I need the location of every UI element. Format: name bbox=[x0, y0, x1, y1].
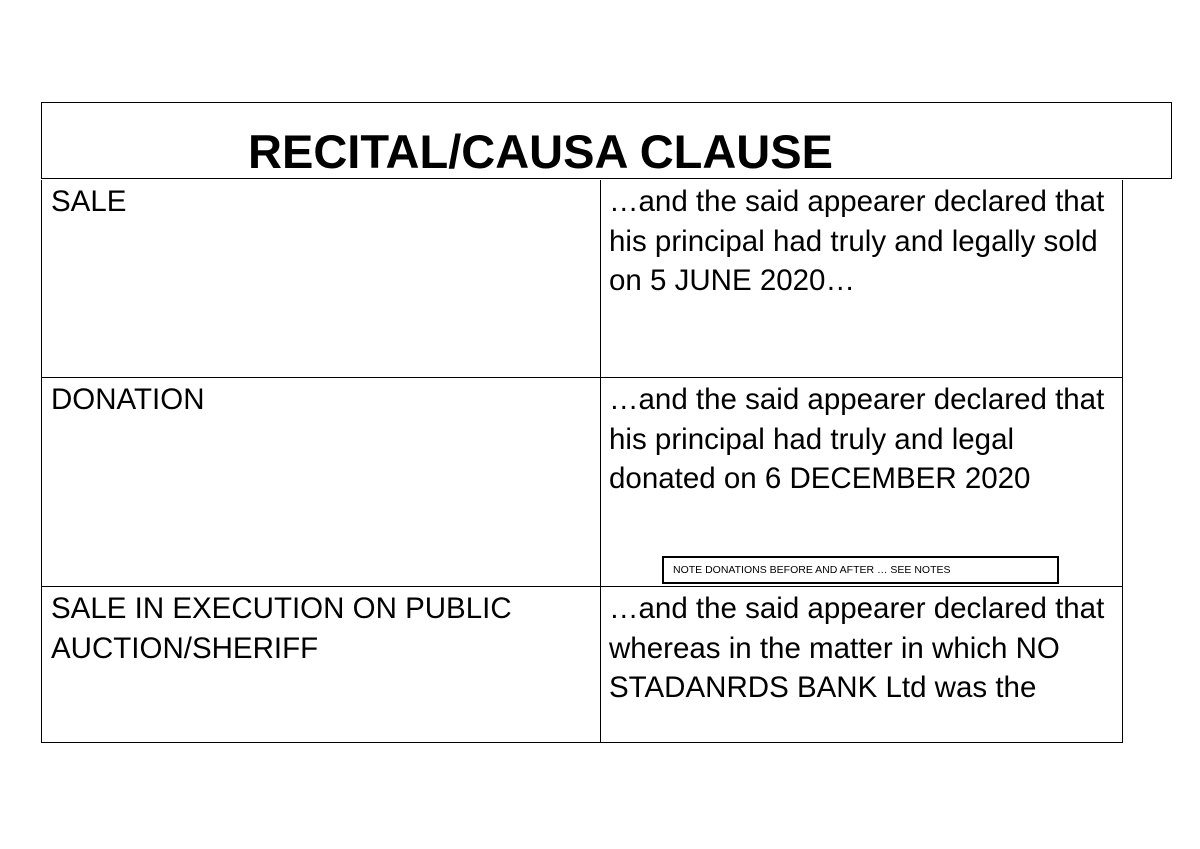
transaction-type-cell: SALE IN EXECUTION ON PUBLIC AUCTION/SHERIFF bbox=[42, 587, 601, 742]
table-row bbox=[42, 180, 1122, 378]
clause-text-cell: …and the said appearer declared that whereas in the matter in which NO STADANRDS BANK Ltd was the bbox=[609, 592, 1105, 704]
donation-note-box: NOTE DONATIONS BEFORE AND AFTER … SEE NOTES bbox=[662, 556, 1059, 584]
transaction-type-cell: SALE bbox=[42, 180, 601, 378]
table-row bbox=[42, 377, 1122, 586]
transaction-type-cell: DONATION bbox=[42, 378, 601, 586]
clause-text-cell: …and the said appearer declared that his principal had truly and legally sold on 5 JUNE 2020… bbox=[609, 185, 1105, 297]
slide-title: RECITAL/CAUSA CLAUSE bbox=[248, 125, 833, 178]
clause-table bbox=[41, 180, 1123, 743]
clause-text-cell: …and the said appearer declared that his principal had truly and legal donated on 6 DECEMBER 2020 bbox=[609, 383, 1105, 495]
table-row bbox=[42, 586, 1122, 742]
